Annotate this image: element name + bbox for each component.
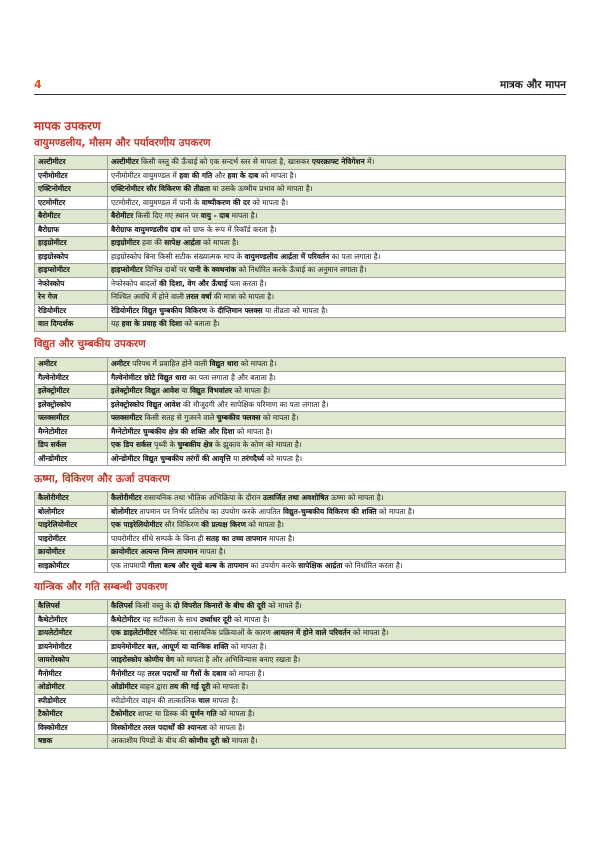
- instrument-name: वात दिग्दर्शक: [35, 318, 108, 332]
- instrument-name: कैथेटोमीटर: [35, 613, 108, 627]
- instrument-name: हाइप्सोमीटर: [35, 264, 108, 278]
- instrument-name: डिप सर्कल: [35, 439, 108, 453]
- instrument-name: अल्टीमीटर: [35, 156, 108, 170]
- table-row: [35, 304, 566, 318]
- instrument-name: रेडियोमीटर: [35, 304, 108, 318]
- table-row: [35, 210, 566, 224]
- instrument-name: एटमोमीटर: [35, 196, 108, 210]
- table-row: [35, 546, 566, 560]
- instrument-description: क्रायोमीटर अत्यन्त निम्न तापमान मापता है।: [108, 546, 566, 560]
- instrument-description: कैलोरीमीटर रासायनिक तथा भौतिक अभिक्रिया के दौरान उत्सर्जित तथा अवशोषित ऊष्मा को मापता है।: [108, 492, 566, 506]
- main-title: मापक उपकरण: [34, 119, 101, 133]
- instrument-name: पाइरेलियोमीटर: [35, 519, 108, 533]
- instrument-description: एनीमोमीटर वायुमण्डल में हवा की गति और हवा के दाब को मापता है।: [108, 169, 566, 183]
- table-row: [35, 237, 566, 251]
- table-row: [35, 640, 566, 654]
- instrument-description: अल्टीमीटर किसी वस्तु की ऊँचाई को एक सन्दर्भ स्तर से मापता है, खासकर एयरक्राफ्ट नेविगेशन में।: [108, 156, 566, 170]
- table-row: [35, 452, 566, 466]
- instrument-description: मैग्नेटोमीटर चुम्बकीय क्षेत्र की शक्ति और दिशा को मापता है।: [108, 425, 566, 439]
- instrument-table-electric: [34, 357, 566, 466]
- instrument-description: यह हवा के प्रवाह की दिशा को बताता है।: [108, 318, 566, 332]
- table-row: [35, 264, 566, 278]
- instrument-description: अमीटर परिपथ में प्रवाहित होने वाली विद्युत धारा को मापता है।: [108, 358, 566, 372]
- instrument-description: एटमोमीटर, वायुमण्डल में पानी के वाष्पीकरण की दर को मापता है।: [108, 196, 566, 210]
- instrument-name: बोलोमीटर: [35, 505, 108, 519]
- instrument-name: विस्कोमीटर: [35, 721, 108, 735]
- page-number: 4: [34, 78, 42, 91]
- instrument-name: टैकोमीटर: [35, 708, 108, 722]
- table-row: [35, 559, 566, 573]
- table-row: [35, 425, 566, 439]
- instrument-name: स्पीडोमीटर: [35, 694, 108, 708]
- instrument-name: एनीमोमीटर: [35, 169, 108, 183]
- instrument-description: एक डाइलेटोमीटर भौतिक या रासायनिक प्रक्रियाओं के कारण आयतन में होने वाले परिवर्तन को मापता है।: [108, 627, 566, 641]
- instrument-description: हाइग्रोस्कोप बिना किसी सटीक संख्यात्मक माप के वायुमण्डलीय आर्द्रता में परिवर्तन का पता लगाता है।: [108, 250, 566, 264]
- instrument-description: एक तापमापी गीला बल्ब और सूखे बल्ब के तापमान का उपयोग करके सापेक्षिक आर्द्रता को निर्धारित करता है।: [108, 559, 566, 573]
- instrument-description: बैरोमीटर किसी दिए गए स्थान पर वायु - दाब मापता है।: [108, 210, 566, 224]
- instrument-name: अमीटर: [35, 358, 108, 372]
- table-row: [35, 600, 566, 614]
- table-row: [35, 277, 566, 291]
- instrument-description: इलेक्ट्रोमीटर विद्युत आवेश या विद्युत विभवांतर को मापता है।: [108, 385, 566, 399]
- instrument-name: डायलेटोमीटर: [35, 627, 108, 641]
- instrument-name: साइक्रोमीटर: [35, 559, 108, 573]
- table-row: [35, 223, 566, 237]
- table-row: [35, 169, 566, 183]
- table-row: [35, 358, 566, 372]
- table-row: [35, 398, 566, 412]
- instrument-description: इलेक्ट्रोस्कोप विद्युत आवेश की मौजूदगी और सापेक्षिक परिमाण का पता लगाता है।: [108, 398, 566, 412]
- table-row: [35, 371, 566, 385]
- instrument-name: कैलोरीमीटर: [35, 492, 108, 506]
- table-row: [35, 196, 566, 210]
- instrument-name: हाइग्रोस्कोप: [35, 250, 108, 264]
- table-row: [35, 439, 566, 453]
- instrument-description: नेफोस्कोप बादलों की दिशा, वेग और ऊँचाई पता करता है।: [108, 277, 566, 291]
- table-row: [35, 505, 566, 519]
- section-title-atmospheric: वायुमण्डलीय, मौसम और पर्यावरणीय उपकरण: [34, 137, 211, 149]
- instrument-description: गैल्वेनोमीटर छोटे विद्युत धारा का पता लगाता है और बताता है।: [108, 371, 566, 385]
- instrument-name: जायरोस्कोप: [35, 654, 108, 668]
- instrument-name: फ्लक्समीटर: [35, 412, 108, 426]
- instrument-description: एक्टिनोमीटर सौर विकिरण की तीव्रता या उसके ऊष्मीय प्रभाव को मापता है।: [108, 183, 566, 197]
- instrument-description: फ्लक्समीटर किसी सतह से गुजरने वाले चुम्बकीय फ्लक्स को मापता है।: [108, 412, 566, 426]
- instrument-description: कैथेटोमीटर यह सटीकता के साथ उर्ध्वाधर दूरी को मापता है।: [108, 613, 566, 627]
- instrument-name: बैरोमीटर: [35, 210, 108, 224]
- section-title-heat: ऊष्मा, विकिरण और ऊर्जा उपकरण: [34, 473, 170, 485]
- instrument-description: विस्कोमीटर तरल पदार्थों की श्यानता को मापता है।: [108, 721, 566, 735]
- table-row: [35, 721, 566, 735]
- instrument-description: रेडियोमीटर विद्युत चुम्बकीय विकिरण के दीप्तिमान फ्लक्स या तीव्रता को मापता है।: [108, 304, 566, 318]
- instrument-description: निश्चित अवधि में होने वाली तरल वर्षा की मात्रा को मापता है।: [108, 291, 566, 305]
- table-row: [35, 613, 566, 627]
- instrument-name: नेफोस्कोप: [35, 277, 108, 291]
- instrument-name: ऑन्डोमीटर: [35, 452, 108, 466]
- instrument-name: बैरोग्राफ: [35, 223, 108, 237]
- chapter-title: मात्रक और मापन: [500, 79, 566, 91]
- instrument-name: इलेक्ट्रोमीटर: [35, 385, 108, 399]
- table-row: [35, 492, 566, 506]
- instrument-name: क्रायोमीटर: [35, 546, 108, 560]
- instrument-table-heat: [34, 491, 566, 573]
- instrument-description: हाइप्सोमीटर विभिन्न दाबों पर पानी के क्वथनांक को निर्धारित करके ऊँचाई का अनुमान लगाता है।: [108, 264, 566, 278]
- instrument-description: एक पाइरेलियोमीटर सौर विकिरण की प्रत्यक्ष किरण को मापता है।: [108, 519, 566, 533]
- table-row: [35, 667, 566, 681]
- instrument-name: कैलिपर्स: [35, 600, 108, 614]
- instrument-name: मैग्नेटोमीटर: [35, 425, 108, 439]
- instrument-name: षष्ठक: [35, 735, 108, 749]
- instrument-name: रेन गेज: [35, 291, 108, 305]
- table-row: [35, 250, 566, 264]
- instrument-description: मैनोमीटर यह तरल पदार्थों या गैसों के दबाव को मापता है।: [108, 667, 566, 681]
- table-row: [35, 156, 566, 170]
- instrument-name: एक्टिनोमीटर: [35, 183, 108, 197]
- instrument-name: हाइग्रोमीटर: [35, 237, 108, 251]
- instrument-description: एक डिप सर्कल पृथ्वी के चुम्बकीय क्षेत्र के झुकाव के कोण को मापता है।: [108, 439, 566, 453]
- table-row: [35, 708, 566, 722]
- instrument-name: डायनेमोमीटर: [35, 640, 108, 654]
- instrument-description: टैकोमीटर शाफ्ट या डिस्क की घूर्णन गति को मापता है।: [108, 708, 566, 722]
- instrument-name: गैल्वेनोमीटर: [35, 371, 108, 385]
- instrument-description: कैलिपर्स किसी वस्तु के दो विपरीत किनारों के बीच की दूरी को मापते हैं।: [108, 600, 566, 614]
- instrument-name: इलेक्ट्रोस्कोप: [35, 398, 108, 412]
- table-row: [35, 291, 566, 305]
- instrument-description: आकाशीय पिण्डों के बीच की कोणीय दूरी को मापता है।: [108, 735, 566, 749]
- table-row: [35, 694, 566, 708]
- instrument-name: ओडोमीटर: [35, 681, 108, 695]
- instrument-description: डायनेमोमीटर बल, आघूर्ण या यान्त्रिक शक्ति को मापता है।: [108, 640, 566, 654]
- instrument-table-mechanical: [34, 599, 566, 749]
- table-row: [35, 654, 566, 668]
- table-row: [35, 532, 566, 546]
- instrument-name: मैनोमीटर: [35, 667, 108, 681]
- instrument-description: पायरोमीटर सीधे सम्पर्क के बिना ही सतह का उच्च तापमान मापता है।: [108, 532, 566, 546]
- instrument-name: पाइरोमीटर: [35, 532, 108, 546]
- table-row: [35, 519, 566, 533]
- table-row: [35, 735, 566, 749]
- table-row: [35, 318, 566, 332]
- table-row: [35, 627, 566, 641]
- instrument-table-atmospheric: [34, 155, 566, 332]
- instrument-description: ओन्डोमीटर विद्युत चुम्बकीय तरंगों की आवृत्ति या तरंगदैर्ध्य को मापता है।: [108, 452, 566, 466]
- page-header: [34, 78, 566, 95]
- instrument-description: जाइरोस्कोप कोणीय वेग को मापता है और अभिविन्यास बनाए रखता है।: [108, 654, 566, 668]
- table-row: [35, 681, 566, 695]
- table-row: [35, 385, 566, 399]
- instrument-description: बोलोमीटर तापमान पर निर्भर प्रतिरोध का उपयोग करके आपतित विद्युत-चुम्बकीय विकिरण की शक्ति को मापता है।: [108, 505, 566, 519]
- instrument-description: ओडोमीटर वाहन द्वारा तय की गई दूरी को मापता है।: [108, 681, 566, 695]
- table-row: [35, 412, 566, 426]
- section-title-mechanical: यान्त्रिक और गति सम्बन्धी उपकरण: [34, 581, 168, 593]
- section-title-electric: विद्युत और चुम्बकीय उपकरण: [34, 338, 146, 350]
- table-row: [35, 183, 566, 197]
- instrument-description: स्पीडोमीटर वाहन की तात्कालिक चाल मापता है।: [108, 694, 566, 708]
- instrument-description: बैरोग्राफ वायुमण्डलीय दाब को ग्राफ के रूप में रिकॉर्ड करता है।: [108, 223, 566, 237]
- instrument-description: हाइग्रोमीटर हवा की सापेक्ष आर्द्रता को मापता है।: [108, 237, 566, 251]
